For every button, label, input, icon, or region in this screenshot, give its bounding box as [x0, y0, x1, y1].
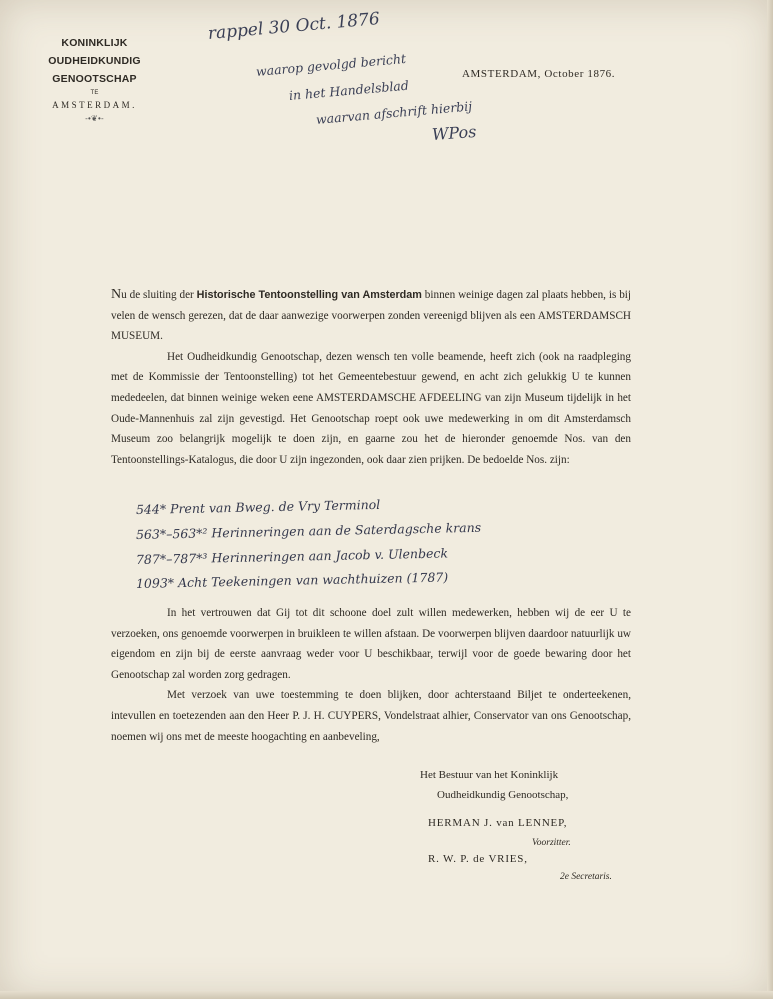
drop-letter: N [111, 287, 122, 302]
handwritten-note-rappel: rappel 30 Oct. 1876 [207, 9, 381, 44]
letter-body [111, 285, 631, 470]
paper-edge-bottom [0, 991, 773, 999]
letterhead-line3: TE [90, 90, 99, 96]
exhibition-title: Historische Tentoonstelling van Amsterdam [196, 289, 422, 301]
handwritten-item-2: 563*–563*² Herinneringen aan de Saterdagsche krans [135, 519, 482, 542]
handwritten-note-line2: waarop gevolgd bericht [255, 50, 407, 79]
signatory-name-1: HERMAN J. van LENNEP, [428, 817, 568, 829]
handwritten-initials: WPos [431, 121, 477, 144]
letterhead [12, 34, 177, 126]
handwritten-note-line3: in het Handelsblad [288, 77, 410, 103]
dateline: AMSTERDAM, October 1876. [462, 68, 616, 80]
letterhead-line1: KONINKLIJK [61, 37, 128, 49]
signatory-title-2: 2e Secretaris. [560, 872, 612, 882]
closing-line-1: Het Bestuur van het Koninklijk [420, 769, 559, 781]
paragraph-1 [111, 285, 631, 347]
paragraph-2: Het Oudheidkundig Genootschap, dezen wensch ten volle beamende, heeft zich (ook na raadpleging met de Kommissie der Tentoonstelling) tot het Gemeentebestuur gewend, en acht zich gelukkig U te kunnen mededeelen, dat binnen weinige weken eene AMSTERDAMSCHE AFDEELING van zijn Museum tijdelijk in het Oude-Mannenhuis zal zijn gevestigd. Het Genootschap roept ook uwe medewerking in om dit Amsterdamsch Museum zoo belangrijk mogelijk te doen zijn, en gaarne zou het de hieronder genoemde Nos. van den Tentoonstellings-Katalogus, die door U zijn ingezonden, ook daar zien prijken. De bedoelde Nos. zijn: [111, 350, 631, 466]
para1-text-b: binnen weinige dagen zal plaats hebben, is bij velen de wensch gerezen, dat de daar aanwezige voorwerpen zonden vereenigd blijven als een AMSTERDAMSCH MUSEUM. [111, 289, 632, 343]
paragraph-4: Met verzoek van uwe toestemming te doen blijken, door achterstaand Biljet te onderteekenen, intevullen en toetezenden aan den Heer P. J. H. CUYPERS, Vondelstraat alhier, Conservator van ons Genootschap, noemen wij ons met de meeste hoogachting en aanbeveling, [111, 689, 631, 743]
handwritten-item-1: 544* Prent van Bweg. de Vry Terminol [135, 496, 381, 517]
para1-text-a: u de sluiting der [121, 289, 197, 301]
letter-body-2 [111, 603, 631, 747]
paper-edge-right [767, 0, 773, 999]
signatory-name-2: R. W. P. de VRIES, [428, 853, 528, 865]
letterhead-line2: OUDHEIDKUNDIG GENOOTSCHAP [48, 55, 141, 85]
letterhead-city: AMSTERDAM. [52, 100, 137, 110]
handwritten-note-line4: waarvan afschrift hierbij [315, 98, 473, 127]
paragraph-3: In het vertrouwen dat Gij tot dit schoone doel zult willen medewerken, hebben wij de eer U te verzoeken, ons genoemde voorwerpen in bruikleen te willen afstaan. De voorwerpen blijven daardoor natuurlijk uw eigendom en zijn bij de eerste aanvraag weder voor U beschikbaar, terwijl voor de goede bewaring door het Genootschap zal worden zorg gedragen. [111, 607, 631, 681]
handwritten-item-4: 1093* Acht Teekeningen van wachthuizen (1787) [135, 569, 449, 591]
handwritten-item-3: 787*–787*³ Herinneringen aan Jacob v. Ulenbeck [135, 545, 449, 567]
closing-line-2: Oudheidkundig Genootschap, [437, 789, 569, 801]
signatory-title-1: Voorzitter. [532, 838, 571, 848]
letterhead-ornament: -•❦•- [85, 114, 104, 123]
